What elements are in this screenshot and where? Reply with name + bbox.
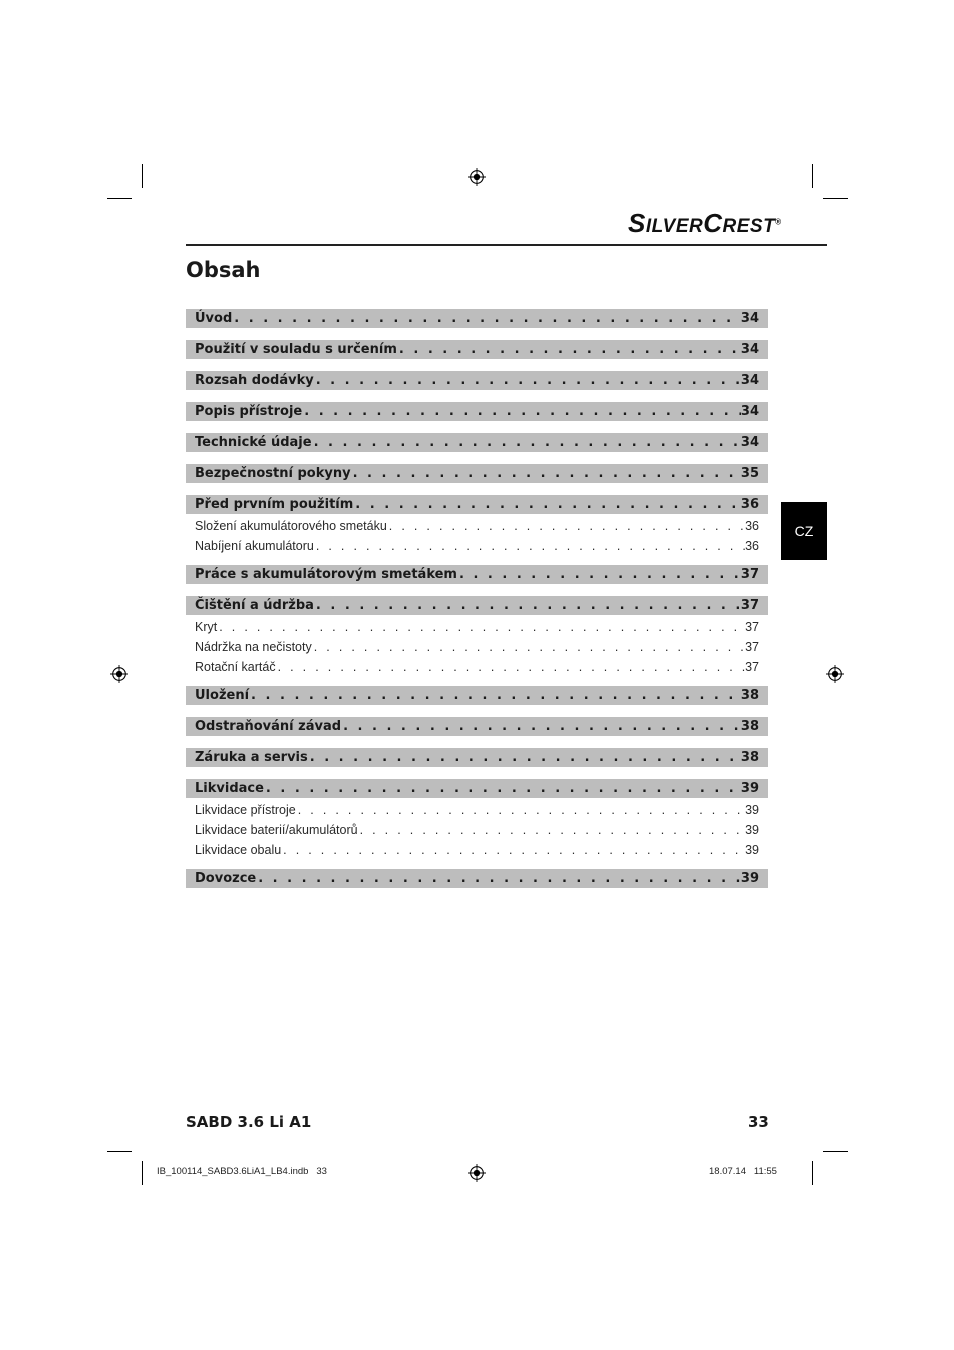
toc-entry-page: 35 xyxy=(740,466,759,481)
toc-entry-page: 38 xyxy=(740,750,759,765)
toc-entry-title: Čištění a údržba xyxy=(195,598,314,613)
toc-entry xyxy=(186,495,768,514)
toc-leader-dots xyxy=(256,871,741,886)
toc-entry xyxy=(186,309,768,328)
crop-mark xyxy=(812,164,813,188)
toc-entry-title: Práce s akumulátorovým smetákem xyxy=(195,567,457,582)
header-rule xyxy=(186,244,827,246)
toc-entry xyxy=(186,464,768,483)
toc-entry-title: Likvidace obalu xyxy=(195,843,282,857)
silvercrest-logo: SILVERCREST® xyxy=(628,208,782,238)
toc-entry-page: 34 xyxy=(740,373,759,388)
toc-leader-dots xyxy=(312,640,745,654)
toc-entry-page: 34 xyxy=(740,404,759,419)
toc-entry xyxy=(186,596,768,615)
toc-entry-page: 34 xyxy=(740,435,759,450)
toc-entry-page: 38 xyxy=(740,688,759,703)
page-title: Obsah xyxy=(186,258,261,282)
toc-entry-page: 39 xyxy=(740,871,759,886)
toc-subentry xyxy=(186,638,768,656)
toc-entry-title: Bezpečnostní pokyny xyxy=(195,466,351,481)
toc-leader-dots xyxy=(387,519,745,533)
toc-entry-title: Použití v souladu s určením xyxy=(195,342,397,357)
toc-entry-page: 36 xyxy=(745,539,759,553)
toc-entry-title: Likvidace přístroje xyxy=(195,803,296,817)
toc-leader-dots xyxy=(314,598,741,613)
toc-entry-title: Likvidace xyxy=(195,781,264,796)
toc-leader-dots xyxy=(312,435,741,450)
toc-entry-page: 36 xyxy=(745,519,759,533)
toc-leader-dots xyxy=(358,823,746,837)
toc-entry-page: 37 xyxy=(740,567,759,582)
toc-entry xyxy=(186,779,768,798)
toc-entry-title: Záruka a servis xyxy=(195,750,308,765)
language-tab: CZ xyxy=(781,502,827,560)
toc-entry xyxy=(186,402,768,421)
toc-leader-dots xyxy=(217,620,745,634)
toc-leader-dots xyxy=(341,719,741,734)
toc-entry-page: 37 xyxy=(745,640,759,654)
toc-entry-page: 37 xyxy=(745,620,759,634)
toc-subentry xyxy=(186,517,768,535)
toc-entry-title: Rotační kartáč xyxy=(195,660,276,674)
toc-entry-title: Odstraňování závad xyxy=(195,719,342,734)
toc-leader-dots xyxy=(232,311,741,326)
toc-entry-page: 39 xyxy=(745,823,759,837)
toc-subentry xyxy=(186,618,768,636)
registration-mark-icon xyxy=(468,168,486,186)
crop-mark xyxy=(823,1151,848,1152)
toc-entry-page: 39 xyxy=(745,843,759,857)
crop-mark xyxy=(823,198,848,199)
toc-entry xyxy=(186,340,768,359)
toc-subentry xyxy=(186,821,768,839)
toc-leader-dots xyxy=(264,781,741,796)
slug-file: IB_100114_SABD3.6LiA1_LB4.indb 33 xyxy=(157,1166,327,1177)
toc-entry-title: Nádržka na nečistoty xyxy=(195,640,312,654)
toc-leader-dots xyxy=(351,466,741,481)
toc-leader-dots xyxy=(302,404,741,419)
toc-entry xyxy=(186,686,768,705)
toc-leader-dots xyxy=(314,373,741,388)
footer-page-number: 33 xyxy=(748,1113,769,1131)
toc-subentry xyxy=(186,537,768,555)
footer-model: SABD 3.6 Li A1 xyxy=(186,1113,312,1131)
toc-leader-dots xyxy=(457,567,741,582)
toc-entry-title: Úvod xyxy=(195,311,233,326)
toc-entry xyxy=(186,433,768,452)
toc-entry-title: Likvidace baterií/akumulátorů xyxy=(195,823,358,837)
toc-entry-page: 36 xyxy=(740,497,759,512)
toc-subentry xyxy=(186,801,768,819)
crop-mark xyxy=(107,1151,132,1152)
slug-date: 18.07.14 11:55 xyxy=(709,1166,777,1177)
toc-entry-title: Kryt xyxy=(195,620,218,634)
toc-entry-title: Složení akumulátorového smetáku xyxy=(195,519,387,533)
registration-mark-icon xyxy=(110,665,128,683)
toc-subentry xyxy=(186,658,768,676)
toc-leader-dots xyxy=(314,539,745,553)
toc-leader-dots xyxy=(397,342,741,357)
toc-entry-page: 34 xyxy=(740,342,759,357)
toc-entry-page: 37 xyxy=(745,660,759,674)
crop-mark xyxy=(107,198,132,199)
toc-entry-page: 34 xyxy=(740,311,759,326)
toc-entry-page: 39 xyxy=(745,803,759,817)
toc-subentry xyxy=(186,841,768,859)
toc-leader-dots xyxy=(308,750,741,765)
registration-mark-icon xyxy=(826,665,844,683)
toc-entry-title: Nabíjení akumulátoru xyxy=(195,539,314,553)
toc-entry-page: 39 xyxy=(740,781,759,796)
toc-entry-title: Před prvním použitím xyxy=(195,497,354,512)
toc-entry xyxy=(186,717,768,736)
toc-entry xyxy=(186,748,768,767)
crop-mark xyxy=(142,164,143,188)
toc-entry xyxy=(186,869,768,888)
toc-leader-dots xyxy=(249,688,741,703)
toc-leader-dots xyxy=(296,803,745,817)
toc-entry xyxy=(186,565,768,584)
registration-mark-icon xyxy=(468,1164,486,1182)
toc-leader-dots xyxy=(281,843,745,857)
crop-mark xyxy=(812,1161,813,1185)
toc-leader-dots xyxy=(353,497,741,512)
toc-leader-dots xyxy=(276,660,746,674)
toc-entry-title: Rozsah dodávky xyxy=(195,373,314,388)
toc-entry-title: Technické údaje xyxy=(195,435,312,450)
toc-entry-page: 38 xyxy=(740,719,759,734)
toc-entry-title: Uložení xyxy=(195,688,250,703)
toc-entry xyxy=(186,371,768,390)
crop-mark xyxy=(142,1161,143,1185)
toc-entry-title: Popis přístroje xyxy=(195,404,303,419)
toc-entry-title: Dovozce xyxy=(195,871,257,886)
toc-entry-page: 37 xyxy=(740,598,759,613)
